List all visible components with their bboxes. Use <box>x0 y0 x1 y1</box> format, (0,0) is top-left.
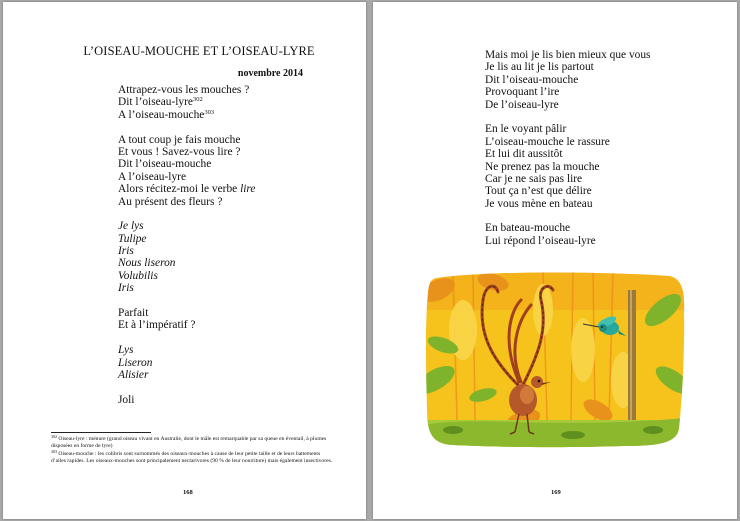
verse-line: A tout coup je fais mouche <box>118 133 241 146</box>
right-page <box>373 2 737 519</box>
verse-line: Attrapez-vous les mouches ? <box>118 84 250 96</box>
verse-line: Dit l’oiseau-lyre$^{302}$ <box>118 96 203 109</box>
verse-line: Tout ça n’est que délire <box>485 185 592 198</box>
verse-line: Mais moi je lis bien mieux que vous <box>485 49 651 61</box>
poem-right-column <box>485 49 650 247</box>
verse-line: Nous liseron <box>118 257 176 270</box>
verse-line: Alisier <box>118 368 149 381</box>
footnote-302: $^{302}$ Oiseau-lyre : ménure (grand oiseau vivant en Australie, dont le mâle est remarquable par sa queue en éventail, à plumes disposées en forme de lyre) <box>51 434 327 450</box>
verse-line: A l’oiseau-mouche$^{303}$ <box>118 108 215 121</box>
footnote-303: $^{303}$ Oiseau-mouche : les colibris sont surnommés des oiseaux-mouches à cause de leur petite taille et de leurs battements d’ailes rapides. Les oiseaux-mouches sont principalement nectarivores (90 % de leur nourriture) mais également insectivores. <box>51 448 333 464</box>
verse-line: Dit l’oiseau-mouche <box>485 73 579 86</box>
verse-line: Iris <box>118 245 134 258</box>
verse-line: Dit l’oiseau-mouche <box>118 158 212 171</box>
footnote-ref[interactable]: 303 <box>204 108 215 116</box>
poem-date: novembre 2014 <box>237 68 303 79</box>
footnotes <box>51 436 336 465</box>
verse-line: Parfait <box>118 307 149 320</box>
verse-line: De l’oiseau-lyre <box>485 98 559 111</box>
poem-left-column <box>118 84 255 406</box>
verse-line: Je lys <box>118 220 144 233</box>
verse-line: Et lui dit aussitôt <box>485 148 563 161</box>
verse-line: Et vous ! Savez-vous lire ? <box>118 145 241 158</box>
footnote-divider <box>51 432 151 433</box>
verse-line: L’oiseau-mouche le rassure <box>485 135 610 148</box>
verse-line: Lui répond l’oiseau-lyre <box>485 234 596 247</box>
footnote-ref[interactable]: 302 <box>192 96 203 104</box>
verse-line: Provoquant l’ire <box>485 86 560 99</box>
page-number-left: 168 <box>183 489 193 496</box>
verse-line: Je vous mène en bateau <box>485 197 593 210</box>
verse-line: Je lis au lit je lis partout <box>485 61 594 74</box>
verse-line: Alors récitez-moi le verbe lire <box>118 183 256 196</box>
verse-line: Lys <box>118 344 134 357</box>
verse-line: Ne prenez pas la mouche <box>485 160 600 173</box>
verse-line: Car je ne sais pas lire <box>485 172 583 185</box>
verse-line: Volubilis <box>118 269 158 282</box>
page-number-right: 169 <box>551 489 561 496</box>
verse-line: Liseron <box>118 356 153 369</box>
verse-line: Iris <box>118 282 134 295</box>
poem-title: L’OISEAU-MOUCHE ET L’OISEAU-LYRE <box>83 44 315 58</box>
illustration-lyrebird-hummingbird <box>423 270 686 448</box>
verse-line: A l’oiseau-lyre <box>118 170 187 183</box>
verse-line: Tulipe <box>118 232 147 245</box>
left-page <box>3 2 366 519</box>
verse-line: En bateau-mouche <box>485 222 571 235</box>
verse-line: Au présent des fleurs ? <box>118 195 223 208</box>
verse-line: Joli <box>118 393 135 406</box>
verse-line: En le voyant pâlir <box>485 123 567 136</box>
verse-line: Et à l’impératif ? <box>118 319 196 332</box>
